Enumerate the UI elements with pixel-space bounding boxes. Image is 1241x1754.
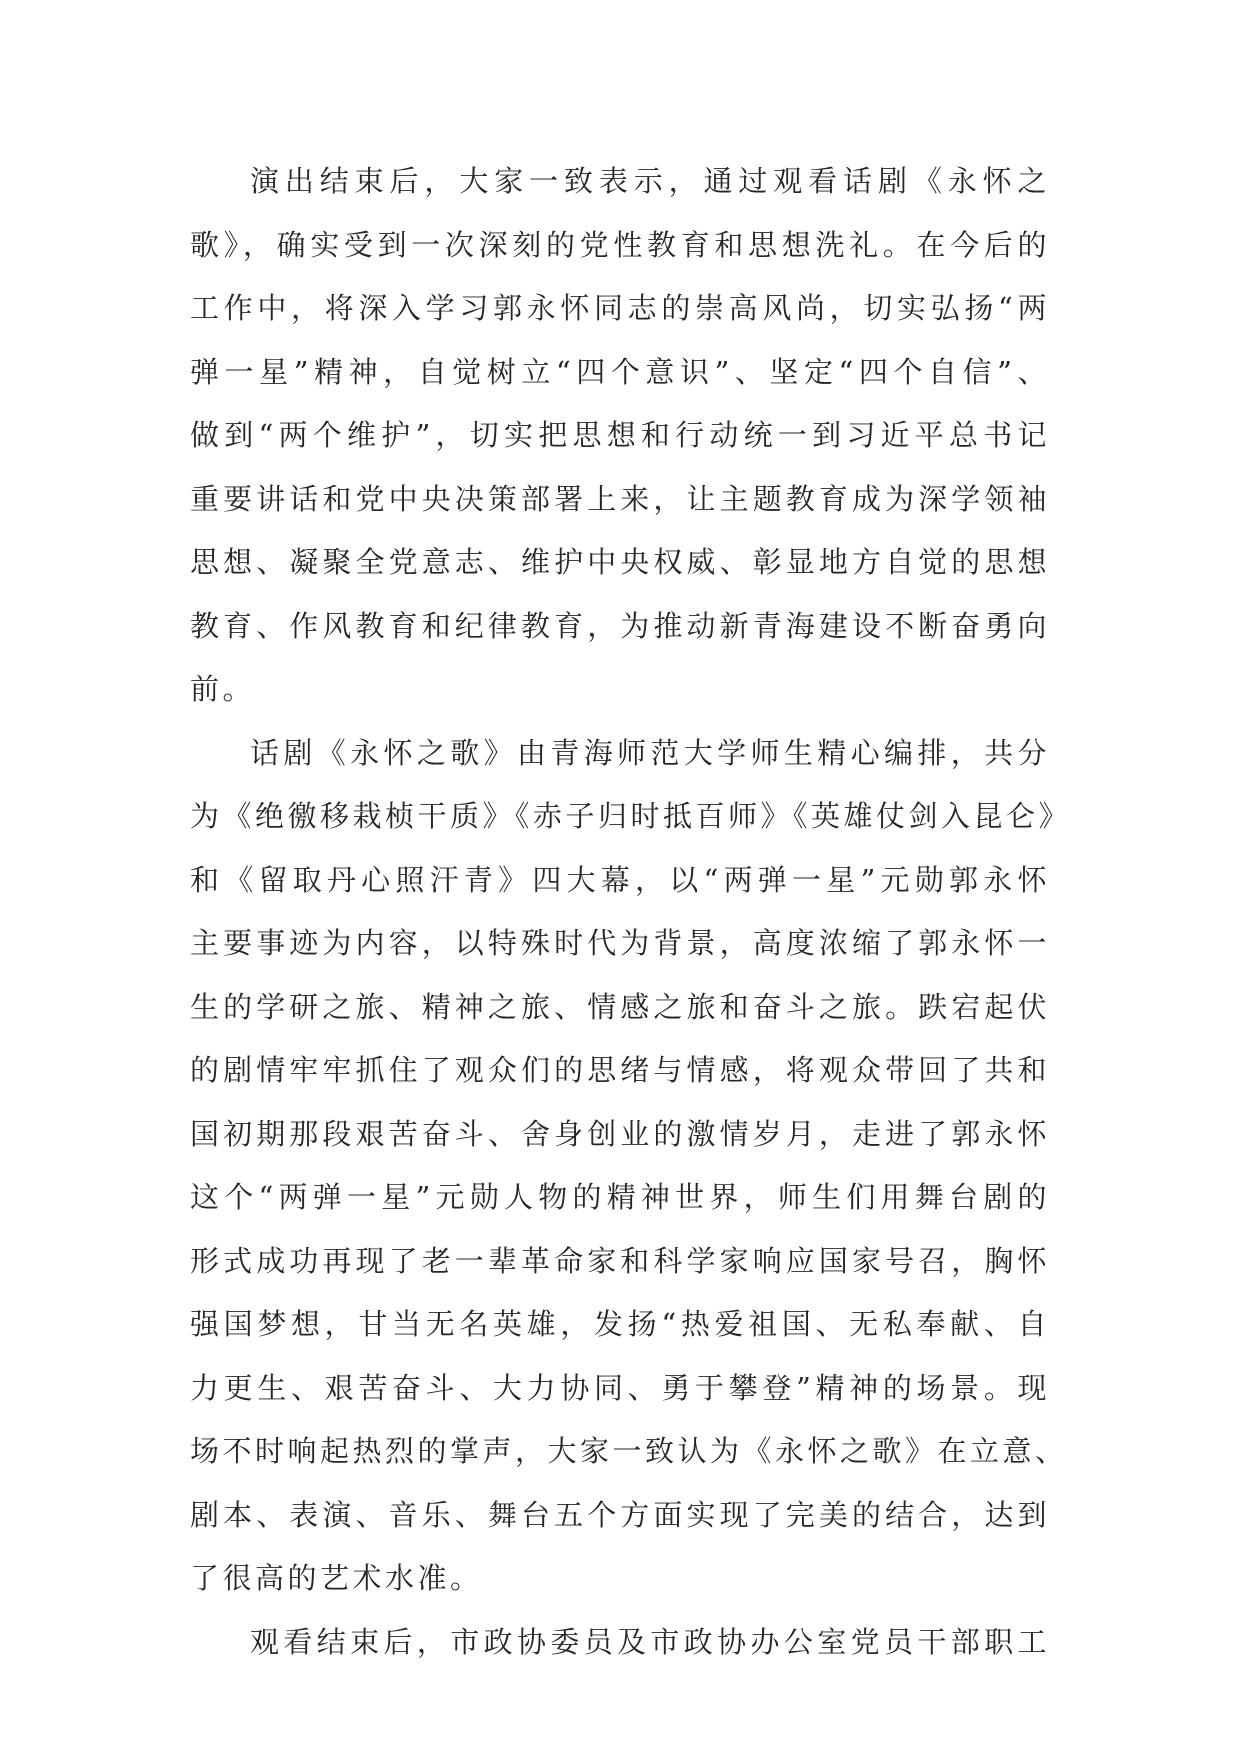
paragraph-2-line-7: 国初期那段艰苦奋斗、舍身创业的激情岁月，走进了郭永怀 [190,1116,1050,1151]
paragraph-2-line-8: 这个“两弹一星”元勋人物的精神世界，师生们用舞台剧的 [190,1180,1050,1214]
paragraph-2-line-13: 剧本、表演、音乐、舞台五个方面实现了完美的结合，达到 [190,1497,1050,1532]
paragraph-3-line-1: 观看结束后，市政协委员及市政协办公室党员干部职工 [250,1624,1050,1659]
paragraph-2-line-2: 为《绝徼移栽桢干质》《赤子归时抵百师》《英雄仗剑入昆仑》 [190,799,1072,833]
paragraph-2-line-12: 场不时响起热烈的掌声，大家一致认为《永怀之歌》在立意、 [190,1434,1068,1468]
paragraph-2-line-10: 强国梦想，甘当无名英雄，发扬“热爱祖国、无私奉献、自 [190,1307,1050,1341]
paragraph-2-line-11: 力更生、艰苦奋斗、大力协同、勇于攀登”精神的场景。现 [190,1370,1050,1405]
paragraph-1-line-6: 重要讲话和党中央决策部署上来，让主题教育成为深学领袖 [190,481,1050,516]
paragraph-1-line-8: 教育、作风教育和纪律教育，为推动新青海建设不断奋勇向 [190,608,1050,643]
paragraph-2-line-6: 的剧情牢牢抓住了观众们的思绪与情感，将观众带回了共和 [190,1053,1050,1087]
paragraph-1-line-1: 演出结束后，大家一致表示，通过观看话剧《永怀之 [250,164,1050,198]
paragraph-2-line-9: 形式成功再现了老一辈革命家和科学家响应国家号召，胸怀 [190,1243,1050,1278]
document-body [190,150,1072,1674]
paragraph-1-line-7: 思想、凝聚全党意志、维护中央权威、彰显地方自觉的思想 [190,545,1050,579]
paragraph-1-line-3: 工作中，将深入学习郭永怀同志的崇高风尚，切实弘扬“两 [190,291,1050,325]
paragraph-1-line-9: 前。 [190,672,256,706]
paragraph-2-line-5: 生的学研之旅、精神之旅、情感之旅和奋斗之旅。跌宕起伏 [190,989,1050,1024]
paragraph-1-line-2: 歌》，确实受到一次深刻的党性教育和思想洗礼。在今后的 [190,227,1050,262]
paragraph-1-line-5: 做到“两个维护”，切实把思想和行动统一到习近平总书记 [190,418,1050,452]
paragraph-2-line-14: 了很高的艺术水准。 [190,1561,483,1595]
paragraph-2-line-3: 和《留取丹心照汗青》四大幕，以“两弹一星”元勋郭永怀 [190,862,1050,897]
paragraph-1-line-4: 弹一星”精神，自觉树立“四个意识”、坚定“四个自信”、 [190,354,1050,389]
paragraph-2-line-4: 主要事迹为内容，以特殊时代为背景，高度浓缩了郭永怀一 [190,926,1050,960]
paragraph-2-line-1: 话剧《永怀之歌》由青海师范大学师生精心编排，共分 [250,735,1050,770]
